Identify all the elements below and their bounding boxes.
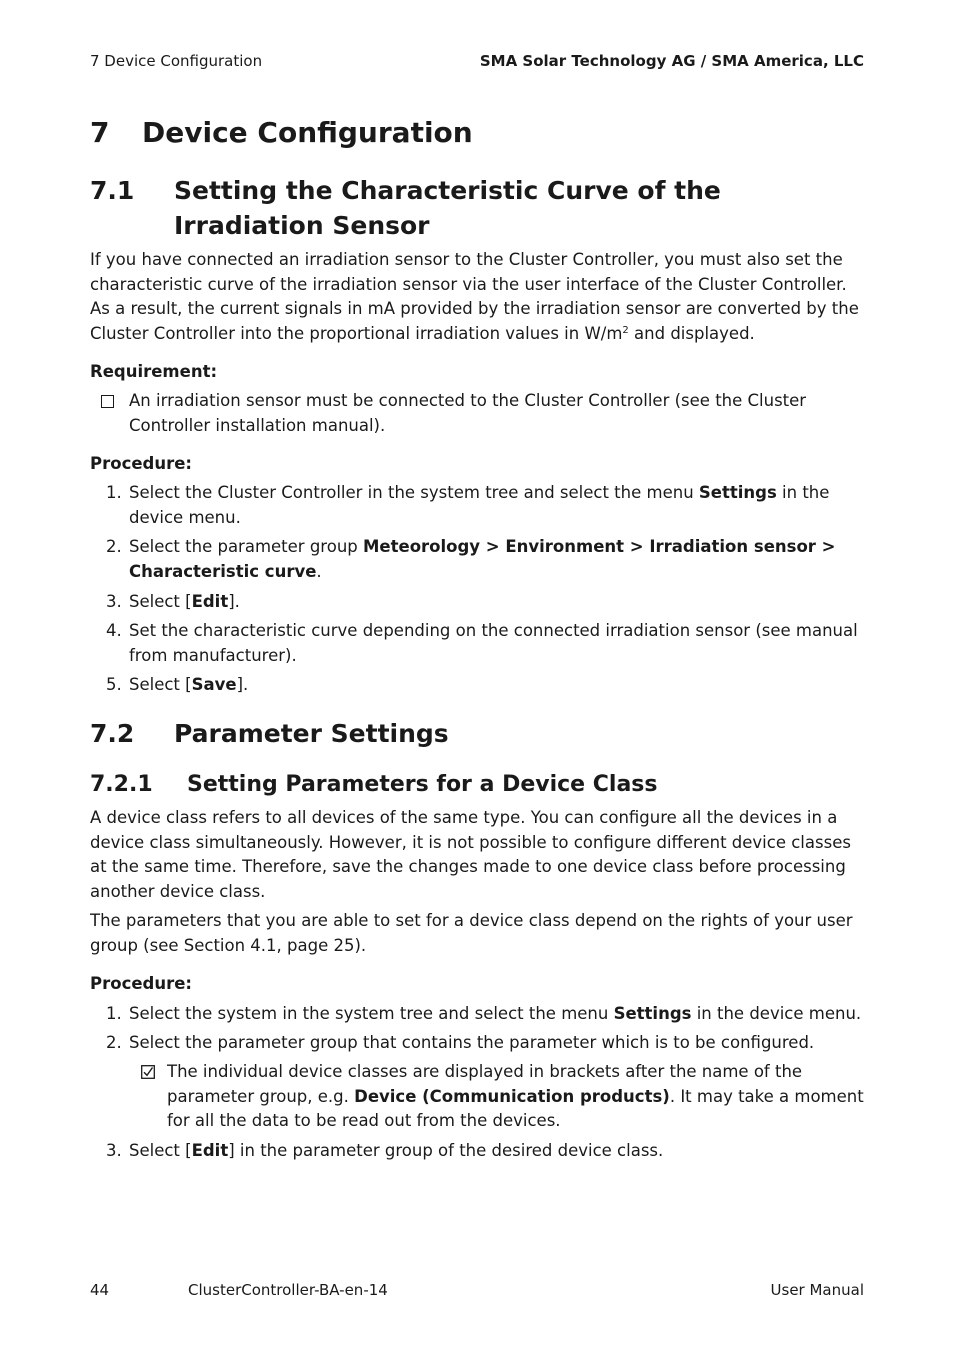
procedure-step: 1. Select the Cluster Controller in the system tree and select the menu Settings in the device menu.: [106, 483, 830, 527]
checkbox-empty-icon: [101, 395, 114, 408]
header-chapter: 7 Device Configuration: [90, 52, 263, 70]
requirement-item: [100, 389, 865, 438]
footer-page-number: 44: [90, 1281, 110, 1299]
procedure-step: 3. Select [Edit] in the parameter group of the desired device class.: [106, 1141, 664, 1160]
requirement-text: An irradiation sensor must be connected to the Cluster Controller (see the Cluster Controller installation manual).: [129, 391, 807, 435]
section-7-1-number: 7.1: [90, 176, 135, 205]
section-7-2-1-heading: [90, 772, 657, 797]
procedure-step: 4. Set the characteristic curve depending on the connected irradiation sensor (see manual from manufacturer).: [106, 621, 858, 665]
section-7-2-heading: [90, 716, 874, 751]
section-7-1-intro: If you have connected an irradiation sensor to the Cluster Controller, you must also set the characteristic curve of the irradiation sensor via the user interface of the Cluster Controller. As a result, the current signals in mA provided by the irradiation sensor are converted by the Cluster Controller into the proportional irradiation values in $W/m^2$ and displayed.: [90, 250, 859, 343]
section-7-2-1-paragraph: The parameters that you are able to set for a device class depend on the rights of your user group (see Section 4.1, page 25).: [90, 911, 853, 955]
section-7-1-heading: [90, 173, 874, 243]
procedure-step: 1. Select the system in the system tree and select the menu Settings in the device menu.: [106, 1004, 862, 1023]
procedure-step: 2. Select the parameter group that contains the parameter which is to be configured.: [106, 1033, 815, 1052]
header-company: SMA Solar Technology AG / SMA America, LLC: [479, 52, 864, 70]
section-7-2-title: Parameter Settings: [174, 719, 449, 748]
chapter-number: 7: [90, 116, 110, 149]
section-7-1-title: Setting the Characteristic Curve of the Irradiation Sensor: [174, 176, 721, 240]
footer-document-type: User Manual: [770, 1281, 864, 1299]
procedure-step: 3. Select [Edit].: [106, 592, 240, 611]
section-7-2-1-number: 7.2.1: [90, 772, 153, 797]
procedure-label: Procedure:: [90, 454, 193, 473]
section-7-2-1-paragraph: A device class refers to all devices of the same type. You can configure all the devices in a device class simultaneously. However, it is not possible to configure different device classes at the same time. Therefore, save the changes made to one device class before processing another device class.: [90, 808, 851, 901]
chapter-title: Device Configuration: [142, 116, 473, 149]
procedure-label: Procedure:: [90, 974, 193, 993]
section-7-2-number: 7.2: [90, 719, 135, 748]
checkbox-checked-icon: [141, 1065, 155, 1079]
procedure-result: The individual device classes are displayed in brackets after the name of the parameter group, e.g. Device (Communication products). It may take a moment for all the data to be read out from the devices.: [140, 1060, 865, 1134]
chapter-heading: [90, 116, 473, 149]
procedure-step: 5. Select [Save].: [106, 675, 249, 694]
procedure-step: 2. Select the parameter group Meteorology > Environment > Irradiation sensor > Characteristic curve.: [106, 537, 836, 581]
requirement-label: Requirement:: [90, 362, 218, 381]
footer-document-id: ClusterController-BA-en-14: [188, 1281, 388, 1299]
section-7-2-1-title: Setting Parameters for a Device Class: [187, 772, 658, 797]
